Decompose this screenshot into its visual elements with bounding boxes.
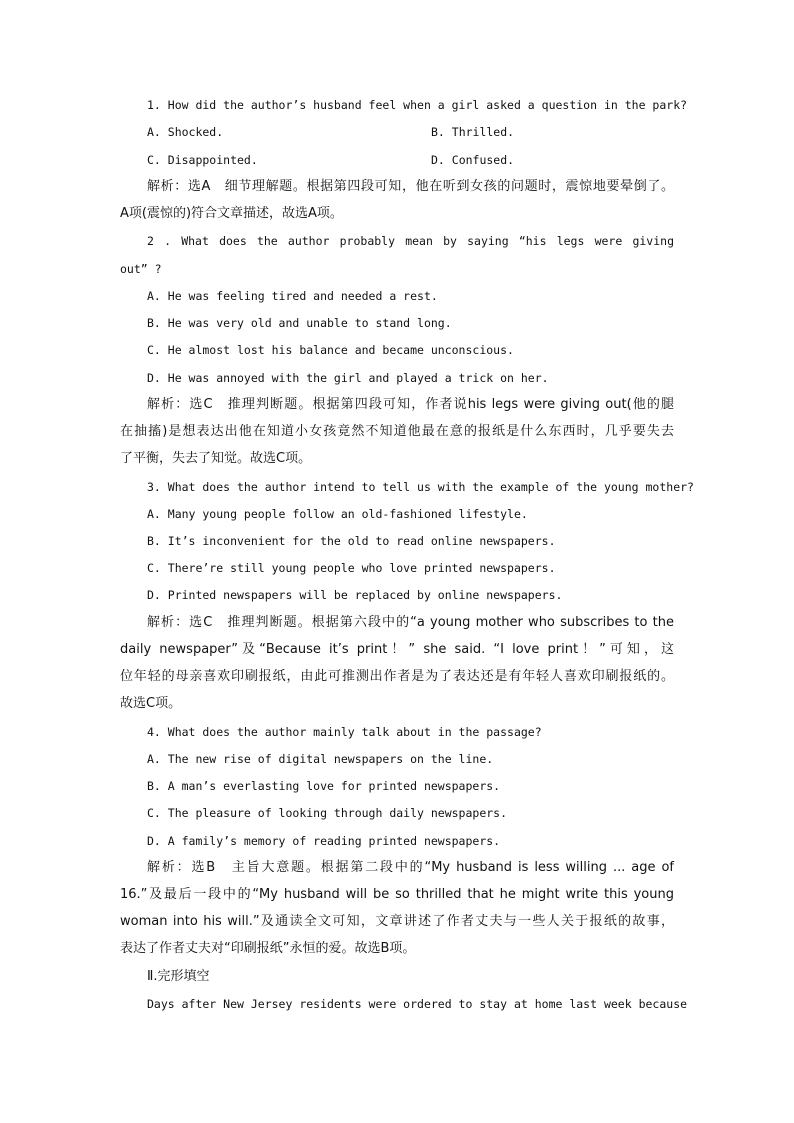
question-4-stem: 4. What does the author mainly talk about in the passage? [147, 725, 542, 739]
question-4-option-c: C. The pleasure of looking through daily newspapers. [147, 806, 508, 820]
question-3-explanation-line1: 解析：选C 推理判断题。根据第六段中的“a young mother who subscribes to the [147, 615, 674, 630]
question-1-stem: 1. How did the author’s husband feel when a girl asked a question in the park? [147, 98, 688, 112]
question-4-explanation-line1: 解析：选B 主旨大意题。根据第二段中的“My husband is less willing ... age of [147, 860, 674, 875]
question-4-explanation-line4: 表达了作者丈夫对“印刷报纸”永恒的爱。故选B项。 [120, 941, 416, 956]
question-3-option-c: C. There’re still young people who love printed newspapers. [147, 561, 556, 575]
question-4-explanation-line2: 16.”及最后一段中的“My husband will be so thrilled that he might write this young [120, 887, 674, 902]
question-1-explanation-line2: A项(震惊的)符合文章描述，故选A项。 [120, 206, 343, 221]
question-4-option-a: A. The new rise of digital newspapers on the line. [147, 752, 494, 766]
question-3-explanation-line3: 位年轻的母亲喜欢印刷报纸，由此可推测出作者是为了表达还是有年轻人喜欢印刷报纸的。 [120, 669, 674, 684]
question-2-explanation-line2: 在抽搐)是想表达出他在知道小女孩竟然不知道他最在意的报纸是什么东西时，几乎要失去 [120, 424, 674, 439]
question-2-option-a: A. He was feeling tired and needed a rest. [147, 289, 438, 303]
question-4-explanation-line3: woman into his will.”及通读全文可知，文章讲述了作者丈夫与一些人关于报纸的故事， [120, 914, 674, 929]
question-1-option-c: C. Disappointed. [147, 153, 258, 167]
question-4-option-b: B. A man’s everlasting love for printed newspapers. [147, 779, 501, 793]
question-1-option-d: D. Confused. [431, 153, 515, 167]
question-2-stem-line2: out” ? [120, 262, 162, 276]
question-2-explanation-line3: 了平衡，失去了知觉。故选C项。 [120, 451, 312, 466]
question-2-option-b: B. He was very old and unable to stand long. [147, 316, 452, 330]
question-2-option-d: D. He was annoyed with the girl and played a trick on her. [147, 371, 549, 385]
question-3-option-b: B. It’s inconvenient for the old to read online newspapers. [147, 534, 556, 548]
question-3-stem: 3. What does the author intend to tell us with the example of the young mother? [147, 480, 694, 494]
question-4-option-d: D. A family’s memory of reading printed newspapers. [147, 834, 501, 848]
passage-first-line: Days after New Jersey residents were ordered to stay at home last week because [147, 997, 688, 1011]
question-2-stem-line1: 2 . What does the author probably mean by saying “his legs were giving [147, 234, 674, 248]
question-3-option-d: D. Printed newspapers will be replaced by online newspapers. [147, 588, 563, 602]
section-heading: Ⅱ.完形填空 [147, 969, 210, 984]
question-3-option-a: A. Many young people follow an old-fashioned lifestyle. [147, 507, 528, 521]
question-1-option-a: A. Shocked. [147, 125, 224, 139]
question-3-explanation-line4: 故选C项。 [120, 696, 182, 711]
question-1-explanation-line1: 解析：选A 细节理解题。根据第四段可知，他在听到女孩的问题时，震惊地要晕倒了。 [147, 179, 674, 194]
question-3-explanation-line2: daily newspaper”及“Because it’s print！” she said. “I love print！”可知，这 [120, 642, 674, 657]
question-2-explanation-line1: 解析：选C 推理判断题。根据第四段可知，作者说his legs were giving out(他的腿 [147, 397, 674, 412]
question-1-option-b: B. Thrilled. [431, 125, 515, 139]
question-2-option-c: C. He almost lost his balance and became unconscious. [147, 343, 514, 357]
